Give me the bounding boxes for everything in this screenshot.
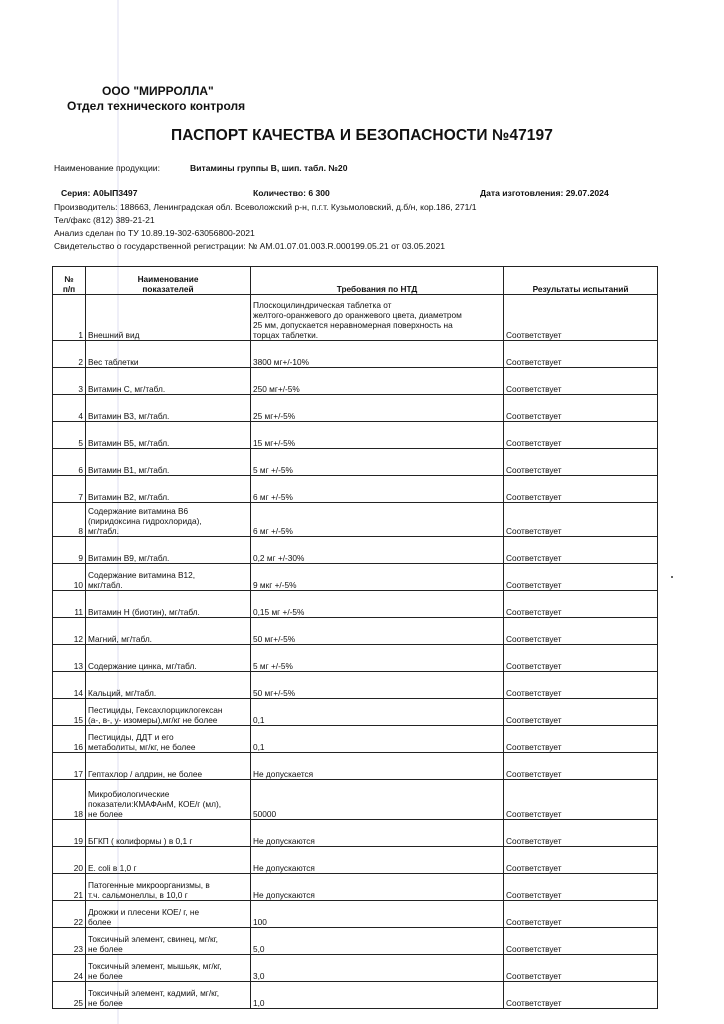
row-number: 21 (53, 874, 86, 901)
row-number: 19 (53, 820, 86, 847)
row-indicator-name: Витамин Н (биотин), мг/табл. (86, 591, 251, 618)
row-number: 12 (53, 618, 86, 645)
row-requirement: Не допускается (251, 753, 504, 780)
row-result: Соответствует (504, 672, 658, 699)
row-requirement: 50 мг+/-5% (251, 618, 504, 645)
table-row (53, 503, 658, 537)
table-row (53, 618, 658, 645)
row-requirement: 5 мг +/-5% (251, 645, 504, 672)
row-result: Соответствует (504, 847, 658, 874)
row-result: Соответствует (504, 503, 658, 537)
row-number: 3 (53, 368, 86, 395)
row-requirement: 0,2 мг +/-30% (251, 537, 504, 564)
table-row (53, 449, 658, 476)
row-number: 22 (53, 901, 86, 928)
header-result: Результаты испытаний (504, 267, 658, 295)
row-indicator-name: Внешний вид (86, 295, 251, 341)
row-indicator-name: Дрожжи и плесени КОЕ/ г, не более (86, 901, 251, 928)
row-result: Соответствует (504, 820, 658, 847)
department-name: Отдел технического контроля (67, 99, 246, 113)
table-row (53, 874, 658, 901)
row-indicator-name: E. coli в 1,0 г (86, 847, 251, 874)
row-result: Соответствует (504, 901, 658, 928)
row-indicator-name: Витамин В3, мг/табл. (86, 395, 251, 422)
row-indicator-name: БГКП ( колиформы ) в 0,1 г (86, 820, 251, 847)
row-indicator-name: Токсичный элемент, кадмий, мг/кг, не более (86, 982, 251, 1009)
table-row (53, 847, 658, 874)
row-number: 10 (53, 564, 86, 591)
row-indicator-name: Токсичный элемент, мышьяк, мг/кг, не более (86, 955, 251, 982)
table-row (53, 395, 658, 422)
row-result: Соответствует (504, 874, 658, 901)
product-value: Витамины группы В, шип. табл. №20 (190, 163, 348, 173)
certificate-line: Свидетельство о государственной регистрации: № AM.01.07.01.003.R.000199.05.21 от 03.05.2021 (54, 241, 445, 251)
row-indicator-name: Содержание витамина В12, мкг/табл. (86, 564, 251, 591)
table-row (53, 820, 658, 847)
scan-speck (671, 576, 673, 578)
row-result: Соответствует (504, 618, 658, 645)
table-row (53, 645, 658, 672)
row-requirement: 1,0 (251, 982, 504, 1009)
row-indicator-name: Патогенные микроорганизмы, в т.ч. сальмонеллы, в 10,0 г (86, 874, 251, 901)
row-requirement: 6 мг +/-5% (251, 476, 504, 503)
row-result: Соответствует (504, 645, 658, 672)
row-number: 17 (53, 753, 86, 780)
row-result: Соответствует (504, 476, 658, 503)
phone-line: Тел/факс (812) 389-21-21 (54, 215, 155, 225)
row-number: 4 (53, 395, 86, 422)
row-number: 8 (53, 503, 86, 537)
row-number: 13 (53, 645, 86, 672)
table-row (53, 341, 658, 368)
row-requirement: 15 мг+/-5% (251, 422, 504, 449)
table-row (53, 476, 658, 503)
table-row (53, 955, 658, 982)
company-name: ООО "МИРРОЛЛА" (102, 84, 214, 98)
row-result: Соответствует (504, 449, 658, 476)
row-requirement: 5,0 (251, 928, 504, 955)
row-number: 20 (53, 847, 86, 874)
row-requirement: Не допускаются (251, 874, 504, 901)
row-number: 5 (53, 422, 86, 449)
row-requirement: 6 мг +/-5% (251, 503, 504, 537)
batch-quantity: Количество: 6 300 (253, 188, 330, 198)
header-num: № п/п (53, 267, 86, 295)
row-requirement: 0,1 (251, 726, 504, 753)
row-indicator-name: Кальций, мг/табл. (86, 672, 251, 699)
row-number: 7 (53, 476, 86, 503)
table-row (53, 753, 658, 780)
row-requirement: 50000 (251, 780, 504, 820)
row-requirement: 3800 мг+/-10% (251, 341, 504, 368)
row-number: 15 (53, 699, 86, 726)
row-number: 18 (53, 780, 86, 820)
row-result: Соответствует (504, 422, 658, 449)
header-requirement: Требования по НТД (251, 267, 504, 295)
row-number: 9 (53, 537, 86, 564)
row-indicator-name: Вес таблетки (86, 341, 251, 368)
row-indicator-name: Витамин В5, мг/табл. (86, 422, 251, 449)
row-requirement: 250 мг+/-5% (251, 368, 504, 395)
quality-table (52, 266, 658, 1009)
row-requirement: 100 (251, 901, 504, 928)
row-indicator-name: Содержание цинка, мг/табл. (86, 645, 251, 672)
row-requirement: 3,0 (251, 955, 504, 982)
row-requirement: Не допускаются (251, 820, 504, 847)
table-row (53, 780, 658, 820)
row-indicator-name: Витамин С, мг/табл. (86, 368, 251, 395)
batch-series: Серия: А0ЫП3497 (61, 188, 138, 198)
row-number: 2 (53, 341, 86, 368)
product-label: Наименование продукции: (54, 163, 160, 173)
row-result: Соответствует (504, 537, 658, 564)
row-indicator-name: Витамин В1, мг/табл. (86, 449, 251, 476)
row-number: 24 (53, 955, 86, 982)
table-row (53, 537, 658, 564)
table-row (53, 699, 658, 726)
row-indicator-name: Микробиологические показатели:КМАФАнМ, КОЕ/г (мл), не более (86, 780, 251, 820)
row-number: 25 (53, 982, 86, 1009)
row-requirement: 0,15 мг +/-5% (251, 591, 504, 618)
table-row (53, 295, 658, 341)
row-number: 23 (53, 928, 86, 955)
row-requirement: 50 мг+/-5% (251, 672, 504, 699)
header-name: Наименование показателей (86, 267, 251, 295)
table-row (53, 901, 658, 928)
manufacture-date: Дата изготовления: 29.07.2024 (480, 188, 609, 198)
row-result: Соответствует (504, 368, 658, 395)
producer-line: Производитель: 188663, Ленинградская обл. Всеволожский р-н, п.г.т. Кузьмоловский, д.б/н, кор.186, 271/1 (54, 202, 477, 212)
row-indicator-name: Витамин В9, мг/табл. (86, 537, 251, 564)
row-result: Соответствует (504, 753, 658, 780)
row-number: 16 (53, 726, 86, 753)
table-row (53, 368, 658, 395)
row-indicator-name: Витамин В2, мг/табл. (86, 476, 251, 503)
table-row (53, 422, 658, 449)
row-result: Соответствует (504, 726, 658, 753)
table-row (53, 564, 658, 591)
row-result: Соответствует (504, 955, 658, 982)
row-number: 1 (53, 295, 86, 341)
row-number: 14 (53, 672, 86, 699)
row-result: Соответствует (504, 699, 658, 726)
table-row (53, 726, 658, 753)
row-result: Соответствует (504, 591, 658, 618)
row-result: Соответствует (504, 395, 658, 422)
row-result: Соответствует (504, 564, 658, 591)
row-indicator-name: Гептахлор / алдрин, не более (86, 753, 251, 780)
analysis-line: Анализ сделан по ТУ 10.89.19-302-63056800-2021 (54, 228, 255, 238)
row-requirement: 5 мг +/-5% (251, 449, 504, 476)
table-row (53, 672, 658, 699)
row-indicator-name: Содержание витамина В6 (пиридоксина гидрохлорида), мг/табл. (86, 503, 251, 537)
row-requirement: Плоскоцилиндрическая таблетка от желтого-оранжевого до оранжевого цвета, диаметром 25 мм, допускается неравномерная поверхность на торцах таблетки. (251, 295, 504, 341)
table-row (53, 982, 658, 1009)
row-indicator-name: Токсичный элемент, свинец, мг/кг, не более (86, 928, 251, 955)
row-number: 11 (53, 591, 86, 618)
row-requirement: Не допускаются (251, 847, 504, 874)
row-result: Соответствует (504, 780, 658, 820)
table-header-row (53, 267, 658, 295)
row-result: Соответствует (504, 982, 658, 1009)
row-requirement: 0,1 (251, 699, 504, 726)
table-row (53, 928, 658, 955)
row-result: Соответствует (504, 928, 658, 955)
row-requirement: 25 мг+/-5% (251, 395, 504, 422)
row-requirement: 9 мкг +/-5% (251, 564, 504, 591)
row-indicator-name: Пестициды, Гексахлорциклогексан (а-, в-, у- изомеры),мг/кг не более (86, 699, 251, 726)
row-indicator-name: Магний, мг/табл. (86, 618, 251, 645)
row-number: 6 (53, 449, 86, 476)
row-result: Соответствует (504, 295, 658, 341)
page-title: ПАСПОРТ КАЧЕСТВА И БЕЗОПАСНОСТИ №47197 (171, 127, 553, 144)
row-indicator-name: Пестициды, ДДТ и его метаболиты, мг/кг, не более (86, 726, 251, 753)
row-result: Соответствует (504, 341, 658, 368)
table-row (53, 591, 658, 618)
